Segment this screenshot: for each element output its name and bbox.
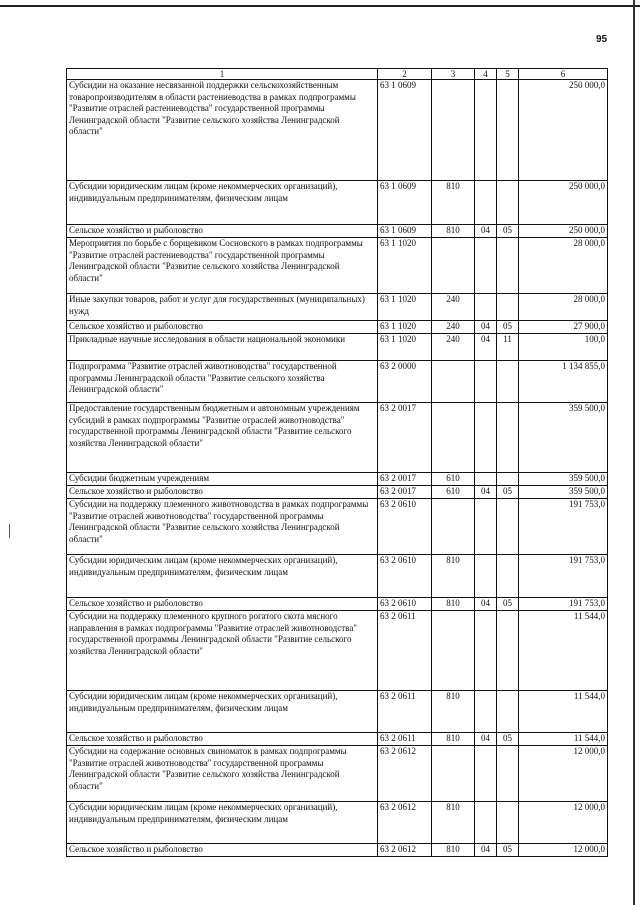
row-subsection-cell [497,555,519,598]
header-cell: 3 [432,69,475,80]
row-code-cell: 63 1 0609 [378,181,432,225]
row-code-cell: 63 1 1020 [378,334,432,361]
row-type-cell: 810 [432,598,475,611]
table-row [67,733,608,746]
table-header-row [67,69,608,80]
row-name-cell: Субсидии юридическим лицам (кроме некоммерческих организаций), индивидуальным предпринимателям, физическим лицам [67,802,378,844]
row-code-cell: 63 2 0611 [378,691,432,733]
row-type-cell: 810 [432,225,475,238]
row-section-cell [475,80,497,181]
row-name-cell: Прикладные научные исследования в области национальной экономики [67,334,378,361]
right-border-line [633,0,635,905]
row-type-cell: 810 [432,844,475,857]
row-section-cell [475,499,497,555]
row-type-cell: 240 [432,334,475,361]
row-subsection-cell [497,611,519,691]
row-name-cell: Сельское хозяйство и рыболовство [67,321,378,334]
row-amount-cell: 12 000,0 [519,802,608,844]
row-name-cell: Иные закупки товаров, работ и услуг для государственных (муниципальных) нужд [67,294,378,321]
row-name-cell: Субсидии бюджетным учреждениям [67,473,378,486]
row-name-cell: Сельское хозяйство и рыболовство [67,844,378,857]
row-section-cell: 04 [475,733,497,746]
table-row [67,611,608,691]
row-section-cell: 04 [475,486,497,499]
row-name-cell: Сельское хозяйство и рыболовство [67,598,378,611]
row-subsection-cell [497,473,519,486]
row-amount-cell: 12 000,0 [519,844,608,857]
row-code-cell: 63 2 0017 [378,486,432,499]
row-amount-cell: 359 500,0 [519,486,608,499]
row-subsection-cell [497,361,519,403]
row-code-cell: 63 2 0611 [378,733,432,746]
row-type-cell: 810 [432,691,475,733]
row-section-cell [475,361,497,403]
row-subsection-cell [497,238,519,294]
row-section-cell [475,473,497,486]
table-row [67,361,608,403]
row-amount-cell: 250 000,0 [519,80,608,181]
row-subsection-cell [497,403,519,473]
row-amount-cell: 27 900,0 [519,321,608,334]
table-row [67,598,608,611]
row-type-cell [432,238,475,294]
row-subsection-cell: 11 [497,334,519,361]
row-name-cell: Подпрограмма "Развитие отраслей животноводства" государственной программы Ленинградской области "Развитие сельского хозяйства Ленинградской области" [67,361,378,403]
row-amount-cell: 100,0 [519,334,608,361]
row-name-cell: Предоставление государственным бюджетным и автономным учреждениям субсидий в рамках подпрограммы "Развитие отраслей животноводства" государственной программы Ленинградской области "Развитие сельского хозяйства Ленинградской области" [67,403,378,473]
row-code-cell: 63 2 0612 [378,746,432,802]
row-section-cell: 04 [475,844,497,857]
top-border-line [0,5,640,7]
row-subsection-cell: 05 [497,225,519,238]
row-name-cell: Субсидии юридическим лицам (кроме некоммерческих организаций), индивидуальным предпринимателям, физическим лицам [67,691,378,733]
row-subsection-cell [497,181,519,225]
header-cell: 2 [378,69,432,80]
table-row [67,499,608,555]
row-code-cell: 63 2 0610 [378,598,432,611]
row-code-cell: 63 2 0017 [378,403,432,473]
row-section-cell [475,238,497,294]
row-amount-cell: 191 753,0 [519,555,608,598]
row-section-cell: 04 [475,334,497,361]
row-amount-cell: 11 544,0 [519,733,608,746]
row-type-cell [432,746,475,802]
row-code-cell: 63 2 0017 [378,473,432,486]
row-subsection-cell: 05 [497,598,519,611]
row-subsection-cell: 05 [497,486,519,499]
row-subsection-cell: 05 [497,844,519,857]
page-number: 95 [596,34,608,45]
table-row [67,334,608,361]
budget-table [66,68,608,857]
header-cell: 1 [67,69,378,80]
row-type-cell: 610 [432,486,475,499]
row-amount-cell: 191 753,0 [519,499,608,555]
row-code-cell: 63 1 0609 [378,225,432,238]
table-row [67,802,608,844]
row-amount-cell: 250 000,0 [519,225,608,238]
table-row [67,225,608,238]
table-row [67,294,608,321]
row-type-cell: 240 [432,294,475,321]
row-amount-cell: 1 134 855,0 [519,361,608,403]
row-type-cell [432,499,475,555]
row-name-cell: Сельское хозяйство и рыболовство [67,486,378,499]
row-amount-cell: 12 000,0 [519,746,608,802]
row-code-cell: 63 1 1020 [378,294,432,321]
row-code-cell: 63 2 0610 [378,555,432,598]
table-row [67,486,608,499]
row-name-cell: Субсидии на поддержку племенного крупного рогатого скота мясного направления в рамках подпрограммы "Развитие отраслей животноводства" государственной программы Ленинградской области "Развитие сельского хозяйства Ленинградской области" [67,611,378,691]
header-cell: 5 [497,69,519,80]
table-row [67,746,608,802]
table-row [67,691,608,733]
row-type-cell: 810 [432,555,475,598]
row-type-cell: 810 [432,733,475,746]
row-name-cell: Субсидии юридическим лицам (кроме некоммерческих организаций), индивидуальным предпринимателям, физическим лицам [67,555,378,598]
row-section-cell [475,611,497,691]
row-subsection-cell [497,499,519,555]
table-row [67,181,608,225]
row-code-cell: 63 1 1020 [378,321,432,334]
table-row [67,555,608,598]
row-code-cell: 63 2 0612 [378,844,432,857]
row-subsection-cell [497,746,519,802]
row-section-cell [475,181,497,225]
row-section-cell [475,294,497,321]
row-amount-cell: 359 500,0 [519,473,608,486]
row-name-cell: Субсидии на поддержку племенного животноводства в рамках подпрограммы "Развитие отраслей животноводства" государственной программы Ленинградской области "Развитие сельского хозяйства Ленинградской области" [67,499,378,555]
row-code-cell: 63 2 0000 [378,361,432,403]
row-subsection-cell: 05 [497,321,519,334]
row-section-cell [475,555,497,598]
row-type-cell: 810 [432,802,475,844]
row-amount-cell: 359 500,0 [519,403,608,473]
row-amount-cell: 191 753,0 [519,598,608,611]
header-cell: 4 [475,69,497,80]
row-name-cell: Мероприятия по борьбе с борщевиком Сосновского в рамках подпрограммы "Развитие отраслей растениеводства" государственной программы Ленинградской области "Развитие сельского хозяйства Ленинградской области" [67,238,378,294]
row-subsection-cell: 05 [497,733,519,746]
header-cell: 6 [519,69,608,80]
row-type-cell: 810 [432,181,475,225]
row-name-cell: Субсидии на оказание несвязанной поддержки сельскохозяйственным товаропроизводителям в области растениеводства в рамках подпрограммы "Развитие отраслей растениеводства" государственной программы Ленинградской области "Развитие сельского хозяйства Ленинградской области" [67,80,378,181]
row-type-cell [432,403,475,473]
table-row [67,80,608,181]
row-amount-cell: 28 000,0 [519,294,608,321]
row-code-cell: 63 2 0610 [378,499,432,555]
row-name-cell: Сельское хозяйство и рыболовство [67,225,378,238]
row-type-cell [432,361,475,403]
table-row [67,321,608,334]
table-row [67,403,608,473]
row-section-cell: 04 [475,598,497,611]
row-name-cell: Субсидии на содержание основных свиноматок в рамках подпрограммы "Развитие отраслей животноводства" государственной программы Ленинградской области "Развитие сельского хозяйства Ленинградской области" [67,746,378,802]
row-type-cell: 610 [432,473,475,486]
table-row [67,473,608,486]
row-code-cell: 63 1 0609 [378,80,432,181]
row-amount-cell: 11 544,0 [519,611,608,691]
row-name-cell: Сельское хозяйство и рыболовство [67,733,378,746]
row-subsection-cell [497,80,519,181]
row-code-cell: 63 1 1020 [378,238,432,294]
row-subsection-cell [497,294,519,321]
row-amount-cell: 11 544,0 [519,691,608,733]
row-section-cell: 04 [475,321,497,334]
row-subsection-cell [497,802,519,844]
row-type-cell: 240 [432,321,475,334]
row-section-cell [475,691,497,733]
row-type-cell [432,80,475,181]
row-section-cell [475,403,497,473]
row-section-cell [475,802,497,844]
table-row [67,844,608,857]
row-section-cell: 04 [475,225,497,238]
row-type-cell [432,611,475,691]
row-code-cell: 63 2 0612 [378,802,432,844]
row-section-cell [475,746,497,802]
row-subsection-cell [497,691,519,733]
row-name-cell: Субсидии юридическим лицам (кроме некоммерческих организаций), индивидуальным предпринимателям, физическим лицам [67,181,378,225]
row-amount-cell: 28 000,0 [519,238,608,294]
table-row [67,238,608,294]
row-amount-cell: 250 000,0 [519,181,608,225]
row-code-cell: 63 2 0611 [378,611,432,691]
scan-mark [9,524,10,538]
